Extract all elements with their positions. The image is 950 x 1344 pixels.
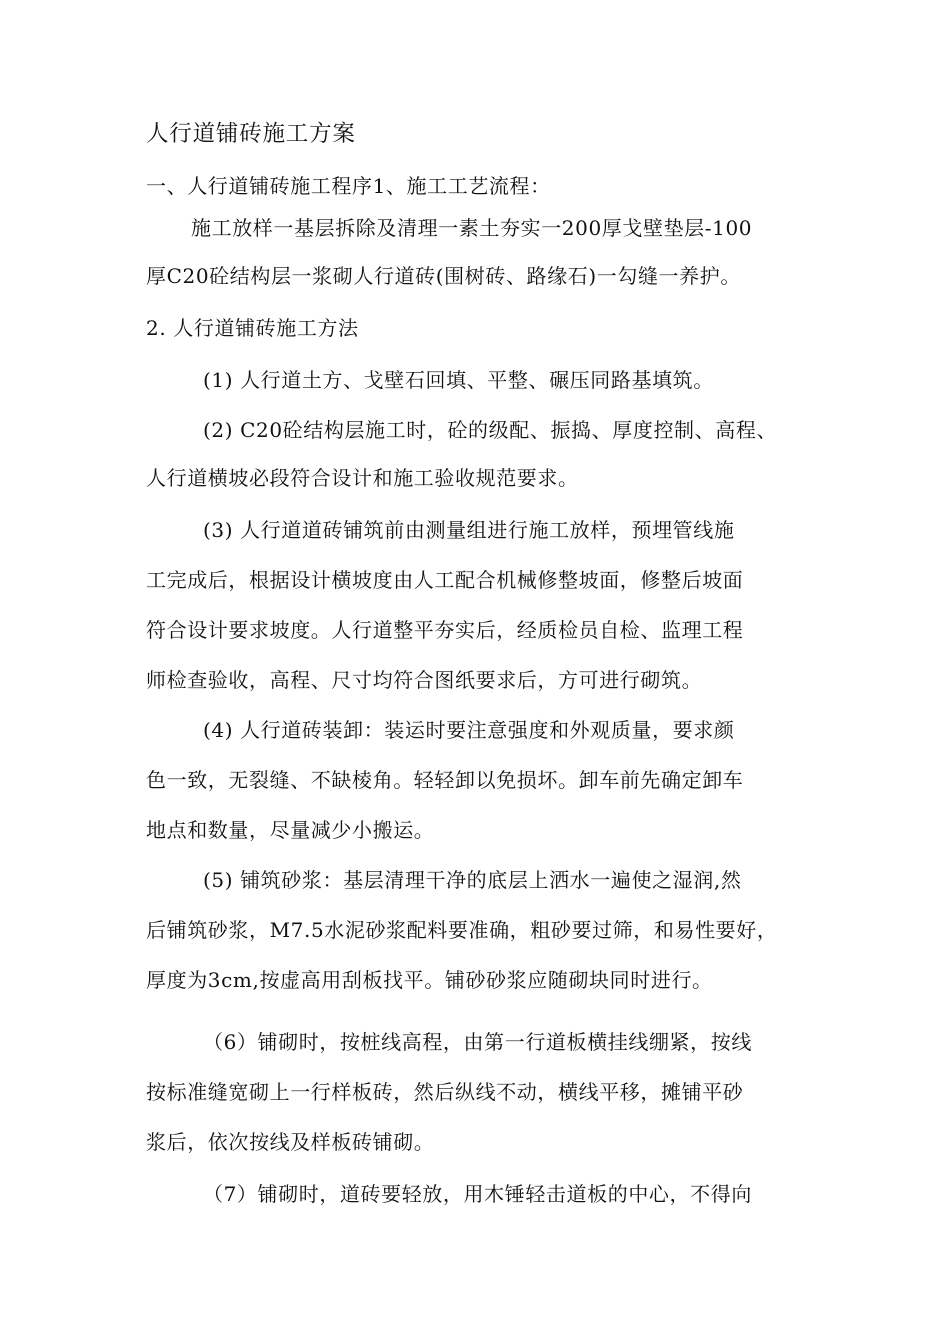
paragraph-line: (1) 人行道土方、戈壁石回填、平整、碾压同路基填筑。 <box>203 368 714 392</box>
paragraph-line: 人行道横坡必段符合设计和施工验收规范要求。 <box>146 466 579 490</box>
paragraph-line: 师检查验收，高程、尺寸均符合图纸要求后，方可进行砌筑。 <box>146 668 703 692</box>
section-heading: 2. 人行道铺砖施工方法 <box>146 316 359 340</box>
paragraph-line: 厚度为3cm,按虚高用刮板找平。铺砂砂浆应随砌块同时进行。 <box>146 968 713 992</box>
paragraph-line: (3) 人行道道砖铺筑前由测量组进行施工放样，预埋管线施 <box>203 518 735 542</box>
paragraph-line: 色一致，无裂缝、不缺棱角。轻轻卸以免损坏。卸车前先确定卸车 <box>146 768 744 792</box>
paragraph-line: 厚C20砼结构层一浆砌人行道砖(围树砖、路缘石)一勾缝一养护。 <box>146 264 741 288</box>
paragraph-line: 工完成后，根据设计横坡度由人工配合机械修整坡面，修整后坡面 <box>146 568 744 592</box>
paragraph-line: 地点和数量，尽量减少小搬运。 <box>146 818 435 842</box>
document-title: 人行道铺砖施工方案 <box>146 121 356 147</box>
paragraph-line: 按标准缝宽砌上一行样板砖，然后纵线不动，横线平移，摊铺平砂 <box>146 1080 744 1104</box>
section-heading: 一、人行道铺砖施工程序1、施工工艺流程： <box>146 174 551 198</box>
paragraph-line: 浆后，依次按线及样板砖铺砌。 <box>146 1130 435 1154</box>
paragraph-line: (2) C20砼结构层施工时，砼的级配、振捣、厚度控制、高程、 <box>203 418 778 442</box>
paragraph-line: （7）铺砌时，道砖要轻放，用木锤轻击道板的中心，不得向 <box>203 1182 752 1206</box>
paragraph-line: 符合设计要求坡度。人行道整平夯实后，经质检员自检、监理工程 <box>146 618 744 642</box>
paragraph-line: (4) 人行道砖装卸：装运时要注意强度和外观质量，要求颜 <box>203 718 735 742</box>
paragraph-line: 后铺筑砂浆，M7.5水泥砂浆配料要准确，粗砂要过筛，和易性要好， <box>146 918 778 942</box>
paragraph-line: 施工放样一基层拆除及清理一素土夯实一200厚戈壁垫层-100 <box>191 216 753 240</box>
paragraph-line: (5) 铺筑砂浆：基层清理干净的底层上洒水一遍使之湿润,然 <box>203 868 742 892</box>
paragraph-line: （6）铺砌时，按桩线高程，由第一行道板横挂线绷紧，按线 <box>203 1030 752 1054</box>
